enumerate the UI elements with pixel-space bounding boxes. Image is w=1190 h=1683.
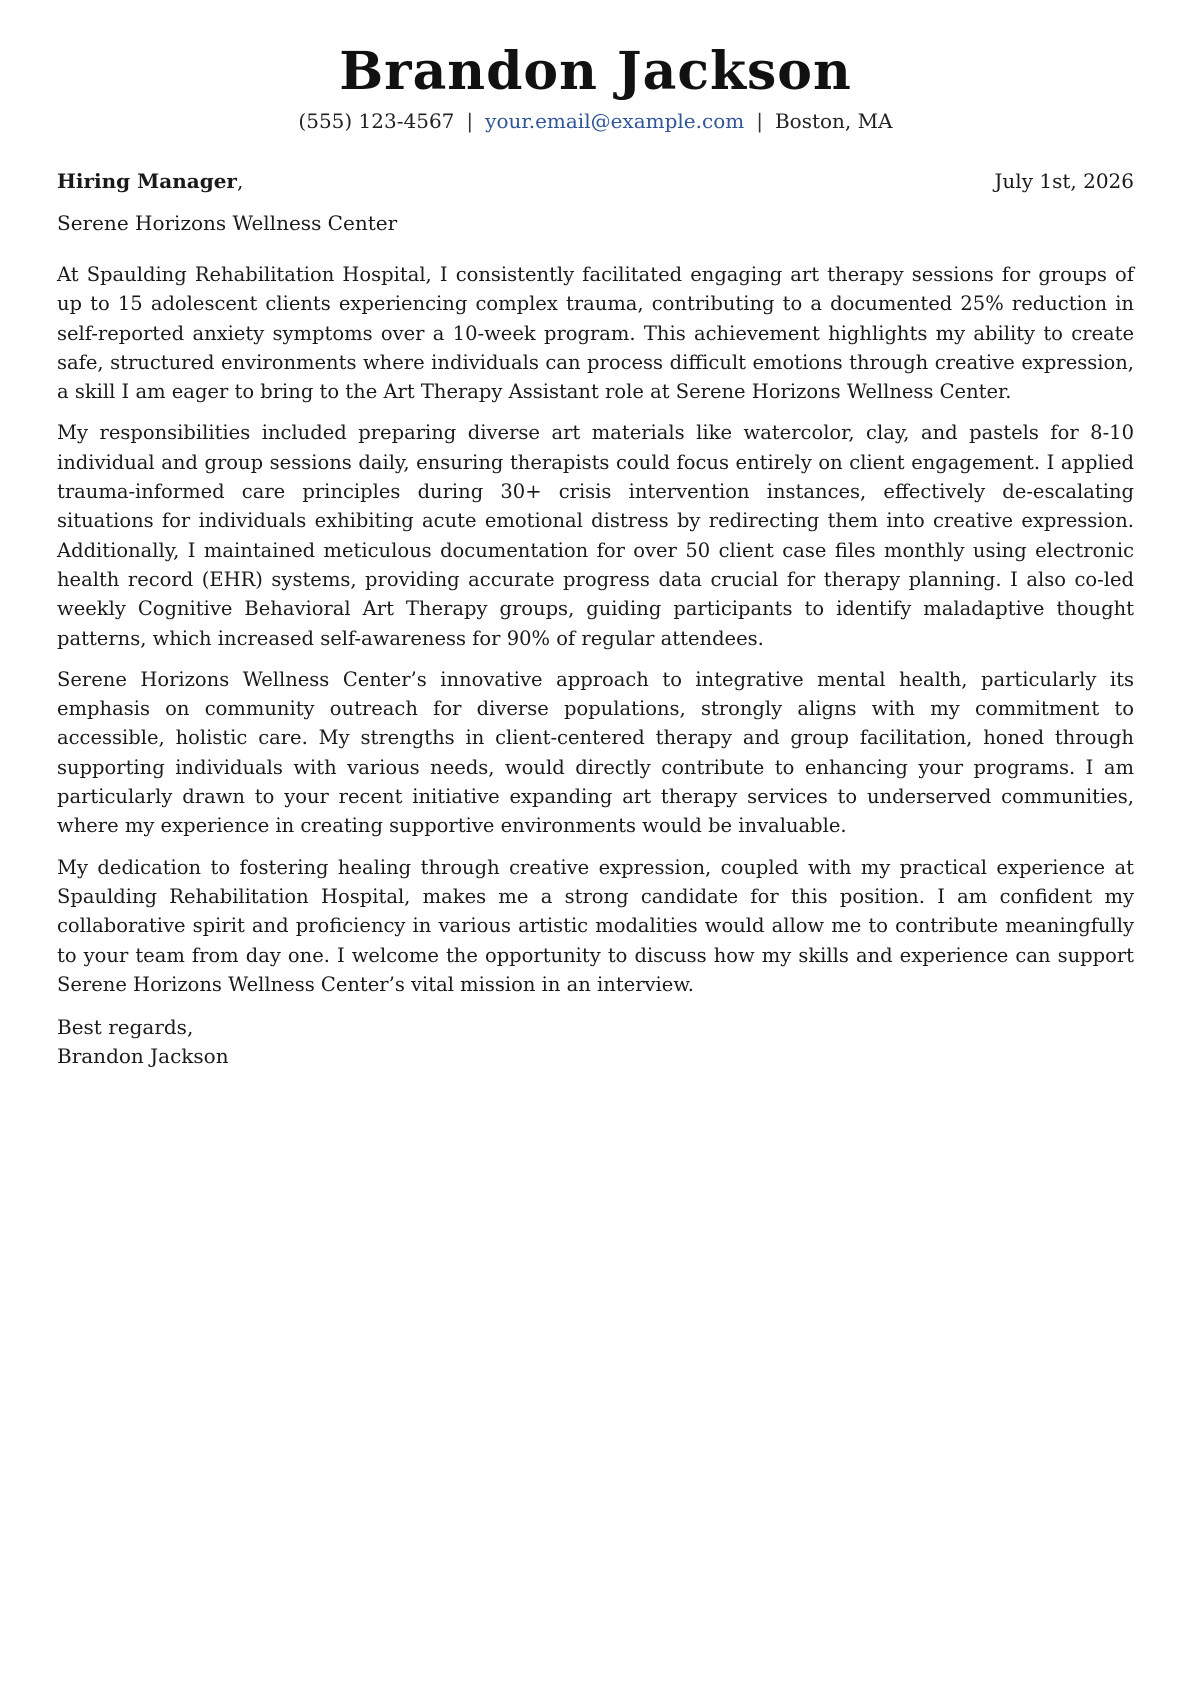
recipient-row xyxy=(57,168,1134,194)
recipient-title: Hiring Manager xyxy=(57,169,237,193)
closing-signature: Brandon Jackson xyxy=(57,1044,229,1069)
email-link[interactable]: your.email@example.com xyxy=(485,109,745,133)
applicant-name: Brandon Jackson xyxy=(339,41,852,102)
phone-number: (555) 123-4567 xyxy=(298,109,455,133)
location: Boston, MA xyxy=(774,109,893,133)
recipient-title-suffix: , xyxy=(236,169,244,193)
recipient-title-line xyxy=(57,168,243,194)
cover-letter xyxy=(57,40,1134,1071)
letter-closing xyxy=(57,1013,1134,1071)
contact-separator: | xyxy=(466,109,474,133)
letter-date: July 1st, 2026 xyxy=(994,169,1134,193)
contact-line xyxy=(57,108,1134,134)
body-paragraph: My dedication to fostering healing through creative expression, coupled with my practical experience at Spaulding Rehabilitation Hospital, makes me a strong candidate for this position. I am confident my collaborative spirit and proficiency in various artistic modalities would allow me to contribute meaningfully to your team from day one. I welcome the opportunity to discuss how my skills and experience can support Serene Horizons Wellness Center’s vital mission in an interview. xyxy=(57,855,1134,996)
closing-salutation: Best regards, xyxy=(57,1015,194,1040)
body-paragraph: Serene Horizons Wellness Center’s innovative approach to integrative mental health, particularly its emphasis on community outreach for diverse populations, strongly aligns with my commitment to accessible, holistic care. My strengths in client-centered therapy and group facilitation, honed through supporting individuals with various needs, would directly contribute to enhancing your programs. I am particularly drawn to your recent initiative expanding art therapy services to underserved communities, where my experience in creating supportive environments would be invaluable. xyxy=(57,667,1134,838)
body-paragraph: At Spaulding Rehabilitation Hospital, I consistently facilitated engaging art therapy sessions for groups of up to 15 adolescent clients experiencing complex trauma, contributing to a documented 25% reduction in self-reported anxiety symptoms over a 10-week program. This achievement highlights my ability to create safe, structured environments where individuals can process difficult emotions through creative expression, a skill I am eager to bring to the Art Therapy Assistant role at Serene Horizons Wellness Center. xyxy=(57,263,1134,404)
body-paragraph: My responsibilities included preparing diverse art materials like watercolor, clay, and pastels for 8-10 individual and group sessions daily, ensuring therapists could focus entirely on client engagement. I applied trauma-informed care principles during 30+ crisis intervention instances, effectively de-escalating situations for individuals exhibiting acute emotional distress by redirecting them into creative expression. Additionally, I maintained meticulous documentation for over 50 client case files monthly using electronic health record (EHR) systems, providing accurate progress data crucial for therapy planning. I also co-led weekly Cognitive Behavioral Art Therapy groups, guiding participants to identify maladaptive thought patterns, which increased self-awareness for 90% of regular attendees. xyxy=(57,421,1134,650)
recipient-company: Serene Horizons Wellness Center xyxy=(57,211,398,235)
contact-separator: | xyxy=(756,109,763,133)
letter-body xyxy=(57,260,1134,999)
